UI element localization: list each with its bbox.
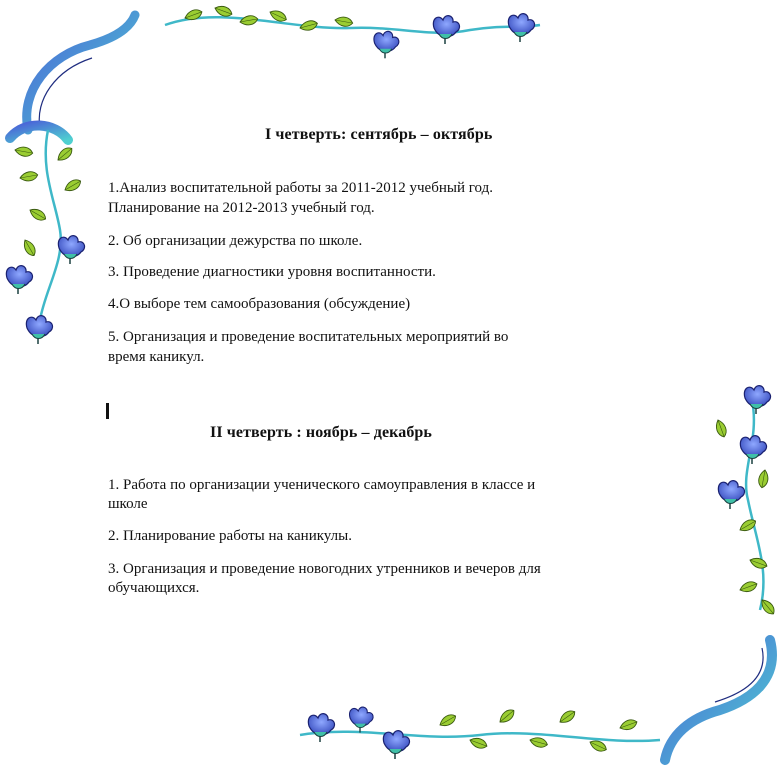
quarter2-item-3-line2: обучающихся. xyxy=(108,580,200,596)
quarter1-item-5-line1: 5. Организация и проведение воспитательных мероприятий во xyxy=(108,329,509,345)
quarter1-item-2: 2. Об организации дежурства по школе. xyxy=(108,233,363,249)
quarter1-item-1-line1: 1.Анализ воспитательной работы за 2011-2012 учебный год. xyxy=(108,180,493,196)
quarter1-item-3: 3. Проведение диагностики уровня воспитанности. xyxy=(108,264,436,280)
quarter2-item-1-line2: школе xyxy=(108,496,148,512)
quarter2-item-1-line1: 1. Работа по организации ученического самоуправления в классе и xyxy=(108,477,536,493)
quarter2-heading: II четверть : ноябрь – декабрь xyxy=(210,424,432,441)
text-cursor xyxy=(106,403,109,419)
quarter2-item-2: 2. Планирование работы на каникулы. xyxy=(108,528,352,544)
quarter1-item-5-line2: время каникул. xyxy=(108,349,205,365)
quarter2-item-3-line1: 3. Организация и проведение новогодних утренников и вечеров для xyxy=(108,561,541,577)
quarter1-heading: I четверть: сентябрь – октябрь xyxy=(265,126,493,143)
quarter1-item-1-line2: Планирование на 2012-2013 учебный год. xyxy=(108,200,375,216)
quarter1-item-4: 4.О выборе тем самообразования (обсуждение) xyxy=(108,296,411,312)
